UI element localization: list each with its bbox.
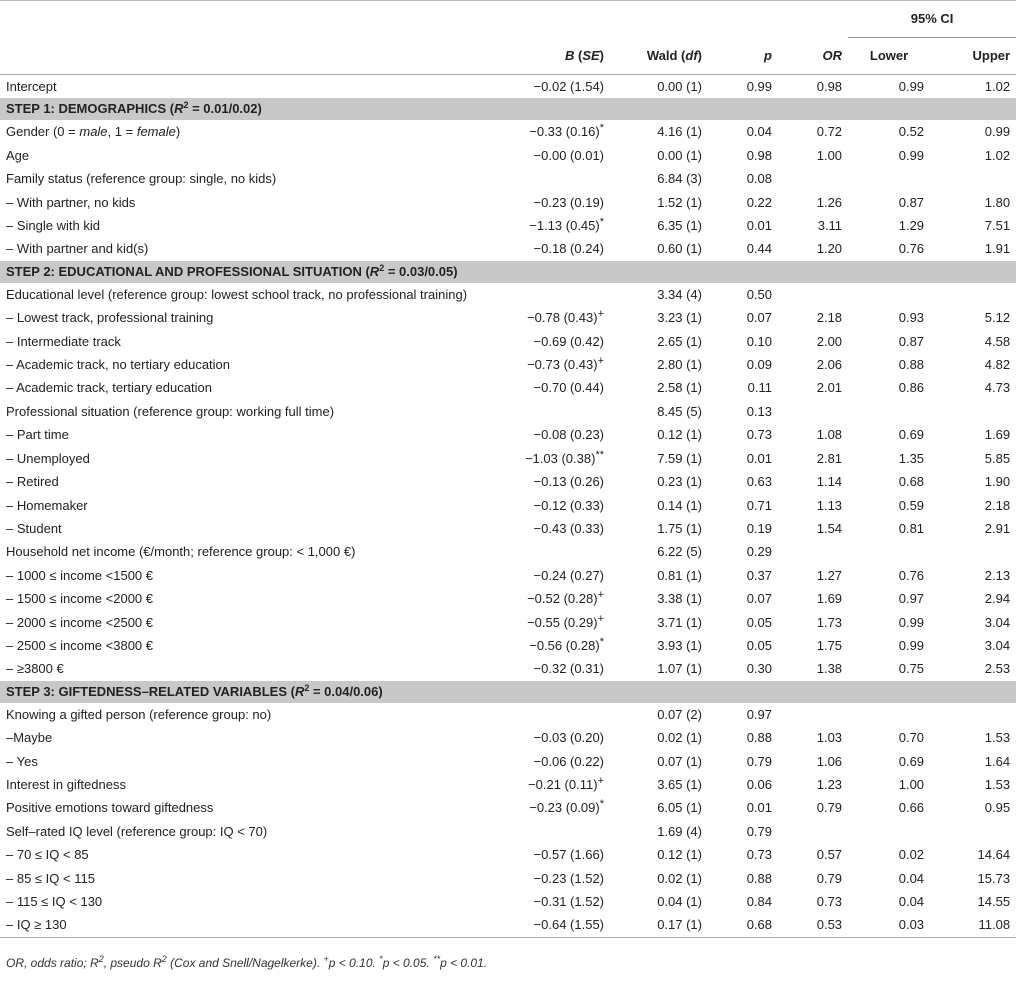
- cell-wald: 2.65 (1): [657, 333, 702, 349]
- cell-lower: [848, 283, 930, 306]
- cell-p: 0.88: [746, 870, 772, 886]
- cell-upper: [930, 540, 1016, 563]
- cell-wald: 6.22 (5): [657, 544, 702, 560]
- cell-lower: 0.69: [898, 753, 925, 769]
- cell-p: 0.84: [746, 894, 772, 909]
- table-row: [0, 353, 1016, 376]
- gender-row: [0, 120, 1016, 143]
- cell-upper: 2.53: [984, 661, 1011, 677]
- cell-b: [510, 400, 610, 423]
- cell-upper: 14.64: [977, 847, 1011, 863]
- cell-lower: 0.97: [898, 591, 925, 607]
- table-row: [0, 214, 1016, 237]
- cell-wald: 1.07 (1): [657, 661, 702, 677]
- cell-wald: 6.35 (1): [657, 218, 702, 234]
- col-lower: Lower: [848, 38, 930, 75]
- row-label: Self–rated IQ level (reference group: IQ < 70): [6, 823, 268, 839]
- cell-wald: 2.80 (1): [657, 357, 702, 373]
- row-label: Gender (0 = male, 1 = female): [6, 124, 181, 140]
- cell-upper: 4.58: [984, 333, 1011, 349]
- cell-p: 0.09: [746, 357, 772, 373]
- row-label: Professional situation (reference group: working full time): [6, 403, 335, 419]
- cell-lower: 0.76: [898, 241, 925, 257]
- cell-p: 0.37: [746, 567, 772, 583]
- cell-p: 0.88: [746, 730, 772, 746]
- cell-wald: 3.34 (4): [657, 286, 702, 302]
- cell-b: −0.12 (0.33): [533, 497, 604, 513]
- cell-b: −0.21 (0.11)+: [528, 774, 604, 792]
- cell-p: 0.71: [746, 497, 772, 513]
- col-b-se: B (SE): [510, 38, 610, 75]
- cell-wald: 0.23 (1): [657, 474, 702, 490]
- cell-upper: 2.18: [984, 497, 1011, 513]
- cell-or: 1.73: [816, 614, 843, 630]
- table-row: [0, 144, 1016, 167]
- cell-or: 2.06: [816, 357, 843, 373]
- row-label: – 70 ≤ IQ < 85: [6, 847, 89, 863]
- table-row: [0, 820, 1016, 843]
- table-row: [0, 913, 1016, 937]
- cell-wald: 0.12 (1): [657, 847, 702, 863]
- cell-wald: 0.17 (1): [610, 913, 708, 937]
- cell-p: 0.01: [746, 218, 772, 234]
- cell-or: [778, 540, 848, 563]
- table-row: [0, 796, 1016, 819]
- row-label: Interest in giftedness: [6, 776, 126, 792]
- cell-p: 0.29: [746, 544, 772, 560]
- cell-lower: 0.52: [898, 124, 925, 140]
- row-label: – 2500 ≤ income <3800 €: [6, 637, 153, 653]
- cell-b: −0.70 (0.44): [533, 380, 604, 396]
- cell-or: [778, 703, 848, 726]
- row-label: – 115 ≤ IQ < 130: [6, 894, 103, 909]
- cell-or: [778, 167, 848, 190]
- cell-upper: 2.13: [984, 567, 1011, 583]
- cell-b: −0.18 (0.24): [533, 241, 604, 257]
- table-row: [0, 564, 1016, 587]
- step2-header: STEP 2: EDUCATIONAL AND PROFESSIONAL SITUATION $(R^2 = 0.03/0.05)$: [0, 261, 1016, 283]
- cell-or: 1.14: [816, 474, 843, 490]
- cell-or: 1.27: [816, 567, 843, 583]
- cell-lower: 0.04: [898, 894, 925, 909]
- table-row: [0, 634, 1016, 657]
- cell-b: −0.43 (0.33): [533, 520, 604, 536]
- cell-or: 1.03: [816, 730, 843, 746]
- table-row: [0, 750, 1016, 773]
- cell-wald: 0.04 (1): [657, 894, 702, 909]
- col-wald: Wald (df): [610, 38, 708, 75]
- cell-p: 0.13: [746, 403, 772, 419]
- cell-or: 2.01: [816, 380, 843, 396]
- cell-p: 0.07: [746, 591, 772, 607]
- cell-wald: 7.59 (1): [657, 450, 702, 466]
- col-upper: Upper: [930, 38, 1016, 75]
- cell-b: −0.08 (0.23): [533, 427, 604, 443]
- cell-wald: 0.14 (1): [657, 497, 702, 513]
- row-label: –Maybe: [6, 730, 53, 746]
- cell-lower: 0.75: [898, 661, 925, 677]
- cell-p: 0.79: [746, 753, 772, 769]
- cell-lower: 1.29: [898, 218, 925, 234]
- cell-lower: 0.02: [898, 847, 925, 863]
- cell-upper: 14.55: [977, 894, 1011, 909]
- cell-wald: 1.69 (4): [657, 823, 702, 839]
- col-p: p: [708, 38, 778, 75]
- cell-p: 0.50: [746, 286, 772, 302]
- table-row: [0, 167, 1016, 190]
- cell-upper: 1.80: [984, 194, 1011, 210]
- cell-b: −0.03 (0.20): [533, 730, 604, 746]
- cell-p: 0.63: [746, 474, 772, 490]
- table-row: [0, 330, 1016, 353]
- cell-lower: 0.99: [898, 637, 925, 653]
- header-row-columns: [0, 38, 1016, 75]
- cell-upper: 1.53: [984, 730, 1011, 746]
- cell-upper: 1.64: [984, 753, 1011, 769]
- row-label: – With partner, no kids: [6, 194, 136, 210]
- col-or: OR: [778, 38, 848, 75]
- cell-lower: [848, 400, 930, 423]
- cell-upper: 1.53: [984, 776, 1011, 792]
- cell-or: [778, 283, 848, 306]
- cell-or: 0.72: [816, 124, 843, 140]
- cell-wald: 3.71 (1): [657, 614, 702, 630]
- cell-or: 1.06: [816, 753, 843, 769]
- cell-lower: 0.86: [898, 380, 925, 396]
- row-label: – 85 ≤ IQ < 115: [6, 870, 95, 886]
- row-label: – Retired: [6, 474, 59, 490]
- cell-or: 1.20: [816, 241, 843, 257]
- cell-or: 1.26: [816, 194, 843, 210]
- row-label: – Yes: [6, 753, 38, 769]
- cell-upper: 0.99: [984, 124, 1011, 140]
- cell-lower: 0.04: [898, 870, 925, 886]
- cell-lower: 0.81: [898, 520, 925, 536]
- cell-wald: 0.07 (1): [657, 753, 702, 769]
- step1-header: STEP 1: DEMOGRAPHICS $(R^2 = 0.01/0.02)$: [0, 98, 1016, 120]
- table-row: [0, 517, 1016, 540]
- row-label: – Part time: [6, 427, 69, 443]
- table-row: [0, 423, 1016, 446]
- cell-lower: 0.03: [848, 913, 930, 937]
- cell-wald: 1.75 (1): [657, 520, 702, 536]
- cell-upper: 7.51: [984, 218, 1011, 234]
- row-label: – Homemaker: [6, 497, 88, 513]
- table-row: [0, 237, 1016, 260]
- cell-b: −1.03 (0.38)**: [524, 448, 604, 466]
- cell-upper: 11.08: [930, 913, 1016, 937]
- step3-header: STEP 3: GIFTEDNESS–RELATED VARIABLES $(R^2 = 0.04/0.06)$: [0, 681, 1016, 703]
- cell-lower: 0.99: [898, 614, 925, 630]
- cell-upper: 4.73: [984, 380, 1011, 396]
- cell-b: −0.23 (1.52): [533, 870, 604, 886]
- cell-b: −0.73 (0.43)+: [527, 355, 604, 373]
- cell-or: 0.79: [816, 870, 843, 886]
- cell-or: [778, 400, 848, 423]
- table-row: [0, 657, 1016, 680]
- cell-b: −0.00 (0.01): [533, 147, 604, 163]
- cell-p: 0.05: [746, 637, 772, 653]
- cell-or: 1.08: [816, 427, 843, 443]
- cell-upper: 1.90: [984, 474, 1011, 490]
- cell-b: −0.57 (1.66): [533, 847, 604, 863]
- cell-wald: 0.00 (1): [657, 79, 702, 94]
- cell-b: −0.64 (1.55): [510, 913, 610, 937]
- cell-b: −0.52 (0.28)+: [527, 589, 604, 607]
- cell-upper: 1.91: [984, 241, 1011, 257]
- cell-b: [510, 820, 610, 843]
- cell-lower: 0.99: [898, 147, 925, 163]
- cell-lower: [848, 820, 930, 843]
- cell-b: −0.69 (0.42): [533, 333, 604, 349]
- table-row: [0, 470, 1016, 493]
- table-row: [0, 611, 1016, 634]
- cell-upper: [930, 820, 1016, 843]
- cell-wald: 0.60 (1): [657, 241, 702, 257]
- cell-lower: 0.69: [898, 427, 925, 443]
- cell-b: −0.23 (0.19): [533, 194, 604, 210]
- cell-b: −0.31 (1.52): [533, 894, 604, 909]
- cell-b: −1.13 (0.45)*: [529, 216, 604, 234]
- row-label: – 2000 ≤ income <2500 €: [6, 614, 153, 630]
- cell-p: 0.08: [746, 171, 772, 187]
- cell-upper: 5.12: [984, 310, 1011, 326]
- cell-wald: 0.81 (1): [657, 567, 702, 583]
- cell-upper: 3.04: [984, 637, 1011, 653]
- cell-or: 2.81: [816, 450, 843, 466]
- cell-or: 3.11: [817, 218, 843, 234]
- cell-upper: [930, 167, 1016, 190]
- table-row: [0, 447, 1016, 470]
- table-row: [0, 726, 1016, 749]
- cell-upper: 15.73: [977, 870, 1011, 886]
- cell-wald: 3.38 (1): [657, 591, 702, 607]
- cell-b: −0.24 (0.27): [533, 567, 604, 583]
- cell-b: −0.06 (0.22): [533, 753, 604, 769]
- row-label: Educational level (reference group: lowest school track, no professional training): [6, 286, 468, 302]
- cell-p: 0.99: [746, 79, 772, 94]
- cell-wald: 0.02 (1): [657, 870, 702, 886]
- cell-p: 0.44: [746, 241, 772, 257]
- cell-or: 0.57: [816, 847, 843, 863]
- cell-lower: [848, 540, 930, 563]
- cell-upper: 1.02: [984, 147, 1011, 163]
- cell-b: −0.02 (1.54): [533, 79, 604, 94]
- cell-p: 0.68: [708, 913, 778, 937]
- cell-lower: 0.87: [898, 194, 925, 210]
- cell-or: 1.13: [816, 497, 843, 513]
- cell-lower: 0.93: [898, 310, 925, 326]
- cell-or: 0.98: [816, 79, 843, 94]
- row-label: – Lowest track, professional training: [6, 310, 214, 326]
- cell-p: 0.98: [746, 147, 772, 163]
- cell-p: 0.06: [746, 776, 772, 792]
- cell-or: 0.73: [816, 894, 843, 909]
- cell-lower: 0.88: [898, 357, 925, 373]
- cell-p: 0.11: [747, 380, 772, 396]
- row-label: Family status (reference group: single, no kids): [6, 171, 277, 187]
- ci-group-header: 95% CI: [848, 1, 1016, 38]
- table-row: [0, 376, 1016, 399]
- cell-upper: 0.95: [984, 800, 1011, 816]
- cell-wald: 3.93 (1): [657, 637, 702, 653]
- table-row: [0, 587, 1016, 610]
- cell-lower: 1.00: [898, 776, 925, 792]
- cell-wald: 6.05 (1): [657, 800, 702, 816]
- cell-wald: 0.07 (2): [657, 706, 702, 722]
- cell-wald: 2.58 (1): [657, 380, 702, 396]
- table-row: [0, 306, 1016, 329]
- cell-p: 0.73: [746, 427, 772, 443]
- cell-b: −0.55 (0.29)+: [527, 612, 604, 630]
- cell-p: 0.19: [746, 520, 772, 536]
- table-row: [0, 843, 1016, 866]
- cell-upper: 2.91: [984, 520, 1011, 536]
- cell-b: −0.78 (0.43)+: [527, 308, 604, 326]
- table-row: [0, 283, 1016, 306]
- table-row: [0, 191, 1016, 214]
- cell-wald: 0.02 (1): [657, 730, 702, 746]
- table-row: [0, 890, 1016, 913]
- cell-or: 1.69: [816, 591, 843, 607]
- row-label: Age: [6, 147, 30, 163]
- cell-wald: 8.45 (5): [657, 403, 702, 419]
- cell-upper: [930, 283, 1016, 306]
- row-label: Intercept: [6, 79, 57, 94]
- cell-upper: 5.85: [984, 450, 1011, 466]
- cell-or: 1.75: [816, 637, 843, 653]
- cell-p: 0.04: [746, 124, 772, 140]
- cell-wald: 3.23 (1): [657, 310, 702, 326]
- row-label: – IQ ≥ 130: [0, 913, 510, 937]
- cell-upper: [930, 400, 1016, 423]
- row-label: – Academic track, tertiary education: [6, 380, 212, 396]
- cell-b: [510, 540, 610, 563]
- cell-or: 2.18: [816, 310, 843, 326]
- cell-or: [778, 820, 848, 843]
- cell-lower: 0.68: [898, 474, 925, 490]
- table-body: [0, 75, 1016, 938]
- cell-b: −0.23 (0.09)*: [529, 798, 604, 816]
- table-row: [0, 773, 1016, 796]
- cell-lower: [848, 167, 930, 190]
- cell-or: 2.00: [816, 333, 843, 349]
- cell-lower: 0.99: [898, 79, 925, 94]
- cell-wald: 0.00 (1): [657, 147, 702, 163]
- row-label: – 1000 ≤ income <1500 €: [6, 567, 153, 583]
- cell-lower: 0.76: [898, 567, 925, 583]
- cell-p: 0.07: [746, 310, 772, 326]
- cell-p: 0.73: [746, 847, 772, 863]
- row-label: – ≥3800 €: [6, 661, 64, 677]
- cell-wald: 1.52 (1): [657, 194, 702, 210]
- cell-p: 0.01: [746, 450, 772, 466]
- cell-b: −0.13 (0.26): [533, 474, 604, 490]
- table-row: [0, 540, 1016, 563]
- cell-upper: 2.94: [984, 591, 1011, 607]
- row-label: Positive emotions toward giftedness: [6, 800, 214, 816]
- row-label: – Intermediate track: [6, 333, 121, 349]
- cell-lower: 1.35: [898, 450, 925, 466]
- cell-wald: 4.16 (1): [657, 124, 702, 140]
- cell-lower: [848, 703, 930, 726]
- cell-b: [510, 167, 610, 190]
- row-label: – Single with kid: [6, 218, 100, 234]
- cell-upper: 1.02: [984, 79, 1011, 94]
- cell-lower: 0.70: [898, 730, 925, 746]
- cell-wald: 0.12 (1): [657, 427, 702, 443]
- cell-p: 0.01: [746, 800, 772, 816]
- cell-p: 0.30: [746, 661, 772, 677]
- cell-b: −0.33 (0.16)*: [529, 122, 604, 140]
- cell-upper: 1.69: [984, 427, 1011, 443]
- cell-upper: 3.04: [984, 614, 1011, 630]
- cell-upper: 4.82: [984, 357, 1011, 373]
- cell-lower: 0.59: [898, 497, 925, 513]
- cell-upper: [930, 703, 1016, 726]
- row-label: – Academic track, no tertiary education: [6, 357, 231, 373]
- cell-lower: 0.87: [898, 333, 925, 349]
- table-row: [0, 867, 1016, 890]
- cell-or: 1.38: [816, 661, 843, 677]
- row-label: – Student: [6, 520, 62, 536]
- cell-p: 0.10: [746, 333, 772, 349]
- header-row-ci: [0, 1, 1016, 38]
- cell-or: 1.54: [816, 520, 843, 536]
- table-row: [0, 400, 1016, 423]
- cell-or: 1.00: [816, 147, 843, 163]
- cell-lower: 0.66: [898, 800, 925, 816]
- intercept-row: [0, 75, 1016, 99]
- table-row: [0, 703, 1016, 726]
- cell-b: −0.56 (0.28)*: [529, 635, 604, 653]
- cell-wald: 3.65 (1): [657, 776, 702, 792]
- cell-p: 0.97: [746, 706, 772, 722]
- cell-b: −0.32 (0.31): [533, 661, 604, 677]
- cell-wald: 6.84 (3): [657, 171, 702, 187]
- cell-or: 0.53: [778, 913, 848, 937]
- cell-or: 0.79: [816, 800, 843, 816]
- row-label: – Unemployed: [6, 450, 90, 466]
- table-row: [0, 494, 1016, 517]
- row-label: – With partner and kid(s): [6, 241, 149, 257]
- table-footnote: OR, odds ratio; $R^2$, pseudo $R^2$ (Cox and Snell/Nagelkerke). +p < 0.10. *p < 0.05. **p < 0.01.: [6, 954, 488, 970]
- cell-b: [510, 283, 610, 306]
- cell-p: 0.79: [746, 823, 772, 839]
- row-label: Knowing a gifted person (reference group: no): [6, 706, 272, 722]
- cell-p: 0.22: [746, 194, 772, 210]
- cell-p: 0.05: [746, 614, 772, 630]
- row-label: – 1500 ≤ income <2000 €: [6, 591, 153, 607]
- cell-or: 1.23: [816, 776, 843, 792]
- row-label: Household net income (€/month; reference group: < 1,000 €): [6, 544, 356, 560]
- cell-b: [510, 703, 610, 726]
